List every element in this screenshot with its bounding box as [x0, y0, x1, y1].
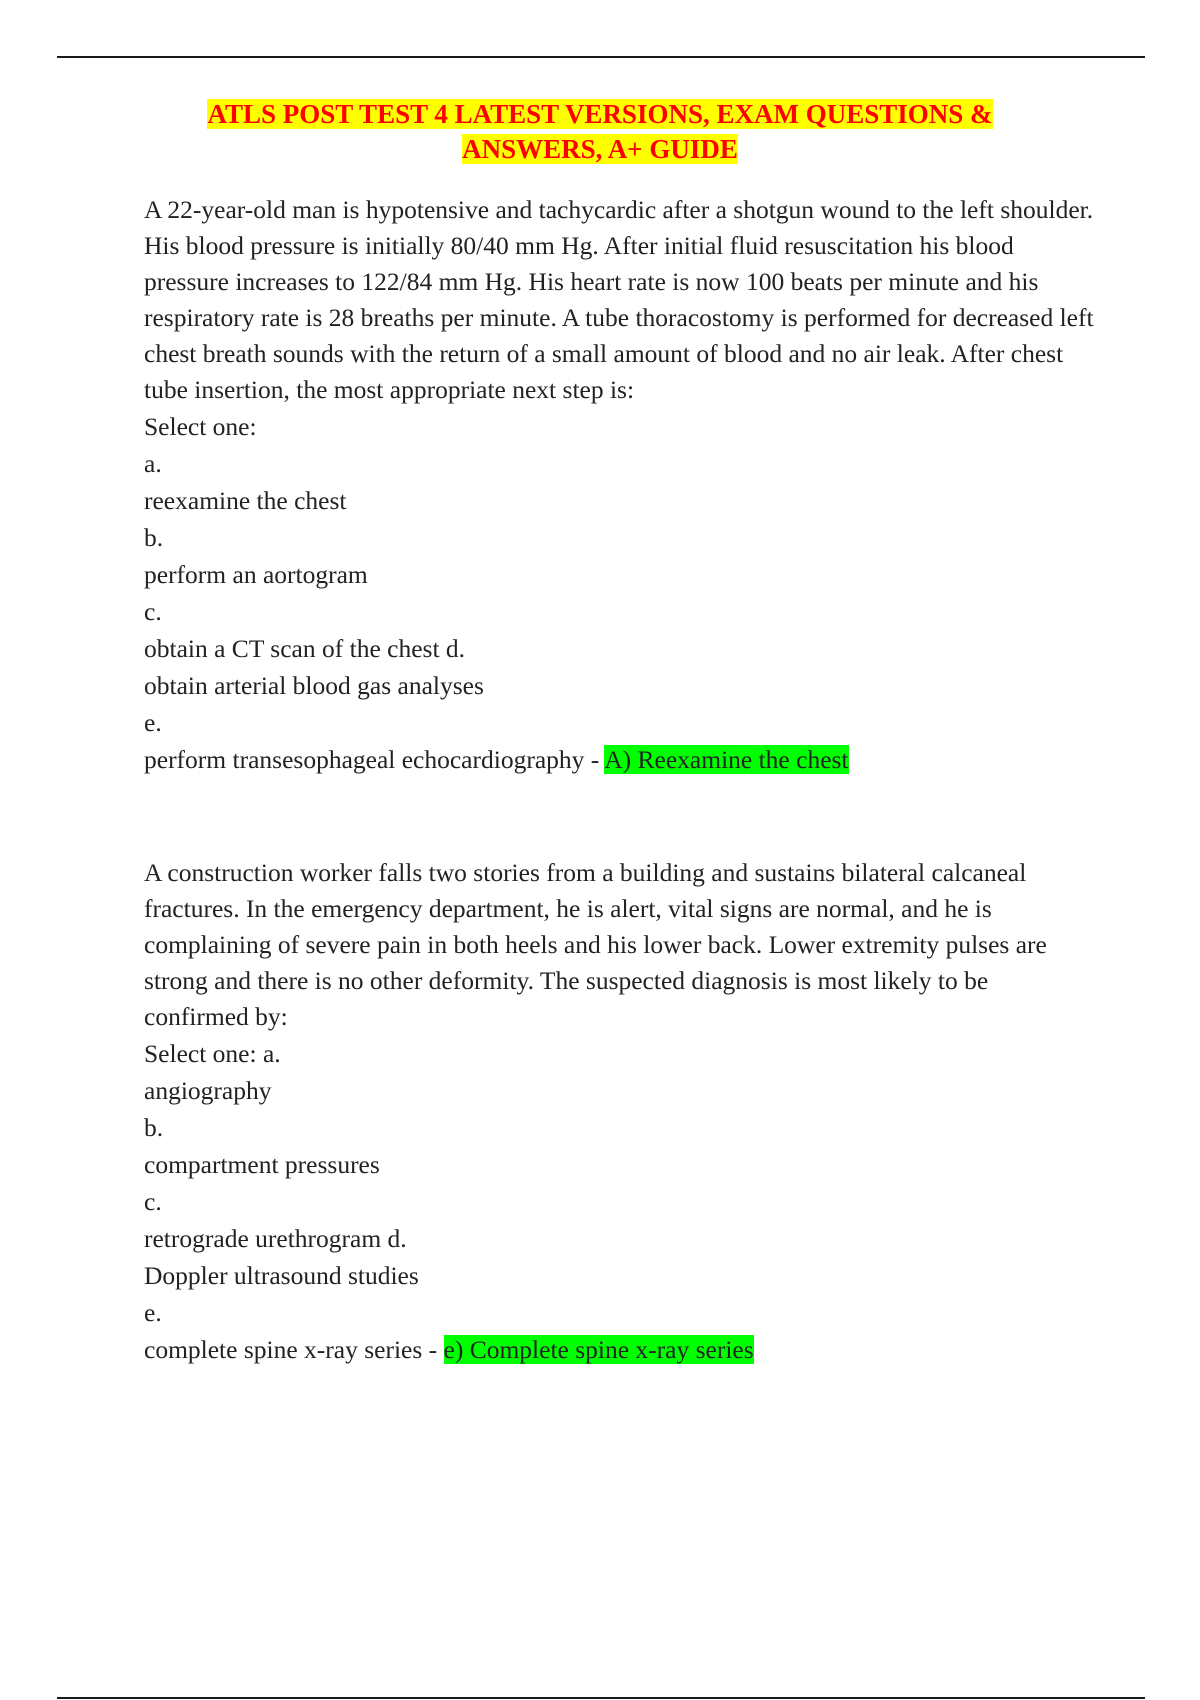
bottom-rule: [57, 1697, 1145, 1699]
question-stem: A construction worker falls two stories from a building and sustains bilateral calcaneal fractures. In the emergency department, he is alert, vital signs are normal, and he is complaining of severe pain in both heels and his lower back. Lower extremity pulses are strong and there is no other deformity. The suspected diagnosis is most likely to be confirmed by:: [144, 858, 1047, 1031]
option-c-text: retrograde urethrogram d.: [144, 1224, 407, 1253]
option-b-text: perform an aortogram: [144, 560, 368, 589]
option-c-letter: c.: [144, 1187, 162, 1216]
answer-highlight: e) Complete spine x-ray series: [443, 1335, 754, 1364]
option-e-line: [144, 741, 1094, 778]
question-1: [144, 192, 1094, 778]
title-line-1: ATLS POST TEST 4 LATEST VERSIONS, EXAM QUESTIONS &: [207, 99, 993, 129]
answer-highlight: A) Reexamine the chest: [604, 745, 849, 774]
question-stem: A 22-year-old man is hypotensive and tachycardic after a shotgun wound to the left shoulder. His blood pressure is initially 80/40 mm Hg. After initial fluid resuscitation his blood pressure increases to 122/84 mm Hg. His heart rate is now 100 beats per minute and his respiratory rate is 28 breaths per minute. A tube thoracostomy is performed for decreased left chest breath sounds with the return of a small amount of blood and no air leak. After chest tube insertion, the most appropriate next step is:: [144, 195, 1094, 404]
option-a-letter: a.: [144, 449, 162, 478]
option-e-letter: e.: [144, 1298, 162, 1327]
top-rule: [57, 56, 1145, 58]
option-e-line: [144, 1331, 1094, 1368]
select-one-label: Select one:: [144, 412, 257, 441]
select-one-label: Select one: a.: [144, 1039, 281, 1068]
option-b-text: compartment pressures: [144, 1150, 380, 1179]
question-2: [144, 855, 1094, 1368]
option-d-text: Doppler ultrasound studies: [144, 1261, 419, 1290]
option-c-text: obtain a CT scan of the chest d.: [144, 634, 466, 663]
option-e-letter: e.: [144, 708, 162, 737]
option-e-text: complete spine x-ray series -: [144, 1335, 444, 1364]
option-b-letter: b.: [144, 1113, 164, 1142]
option-e-text: perform transesophageal echocardiography -: [144, 745, 605, 774]
option-b-letter: b.: [144, 523, 164, 552]
option-d-text: obtain arterial blood gas analyses: [144, 671, 484, 700]
title-line-2: ANSWERS, A+ GUIDE: [462, 134, 738, 164]
option-a-text: reexamine the chest: [144, 486, 347, 515]
option-a-text: angiography: [144, 1076, 272, 1105]
option-c-letter: c.: [144, 597, 162, 626]
document-title: [0, 97, 1200, 167]
